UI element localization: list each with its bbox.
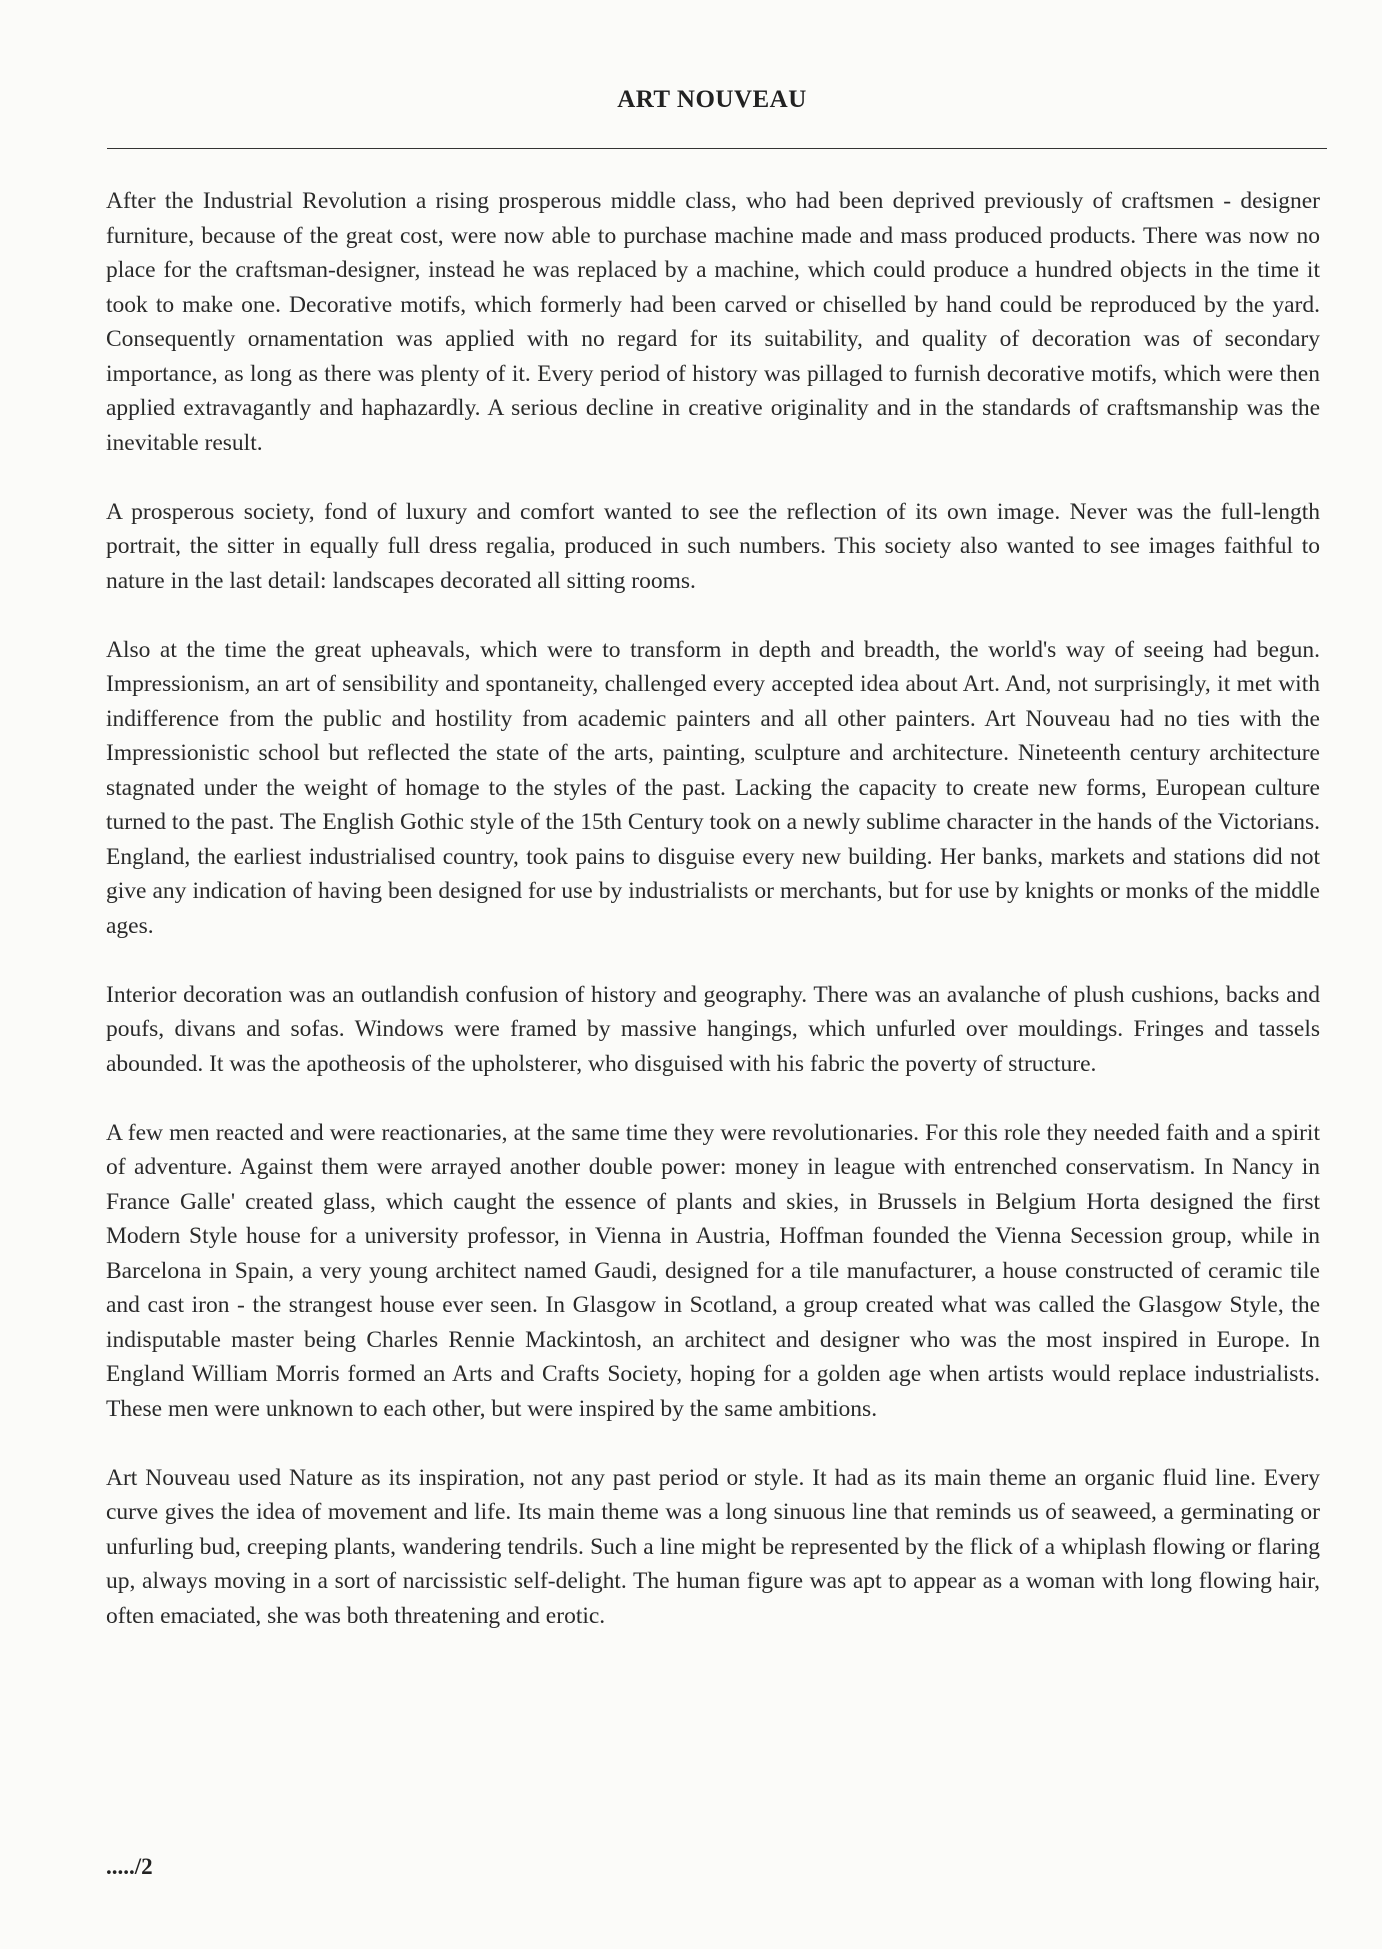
page-title: ART NOUVEAU xyxy=(617,86,807,113)
paragraph-upheavals: Also at the time the great upheavals, which were to transform in depth and breadth, the world's way of seeing had begun. Impressionism, an art of sensibility and spontaneity, challenged every accepted idea about Art. And, not surprisingly, it met with indifference from the public and hostility from academic painters and all other painters. Art Nouveau had no ties with the Impressionistic school but reflected the state of the arts, painting, sculpture and architecture. Nineteenth century architecture stagnated under the weight of homage to the styles of the past. Lacking the capacity to create new forms, European culture turned to the past. The English Gothic style of the 15th Century took on a newly sublime character in the hands of the Victorians. England, the earliest industrialised country, took pains to disguise every new building. Her banks, markets and stations did not give any indication of having been designed for use by industrialists or merchants, but for use by knights or monks of the middle ages. xyxy=(106,636,1320,939)
document-body xyxy=(106,184,1320,1668)
page-continuation-marker: ...../2 xyxy=(106,1854,153,1879)
title-divider xyxy=(107,148,1327,149)
paragraph-prosperous-society: A prosperous society, fond of luxury and comfort wanted to see the reflection of its own image. Never was the full-length portrait, the sitter in equally full dress regalia, produced in such numbers. This society also wanted to see images faithful to nature in the last detail: landscapes decorated all sitting rooms. xyxy=(106,498,1320,594)
paragraph-nature-inspiration: Art Nouveau used Nature as its inspiration, not any past period or style. It had as its main theme an organic fluid line. Every curve gives the idea of movement and life. Its main theme was a long sinuous line that reminds us of seaweed, a germinating or unfurling bud, creeping plants, wandering tendrils. Such a line might be represented by the flick of a whiplash flowing or flaring up, always moving in a sort of narcissistic self-delight. The human figure was apt to appear as a woman with long flowing hair, often emaciated, she was both threatening and erotic. xyxy=(106,1464,1320,1629)
paragraph-revolutionaries: A few men reacted and were reactionaries, at the same time they were revolutionaries. For this role they needed faith and a spirit of adventure. Against them were arrayed another double power: money in league with entrenched conservatism. In Nancy in France Galle' created glass, which caught the essence of plants and skies, in Brussels in Belgium Horta designed the first Modern Style house for a university professor, in Vienna in Austria, Hoffman founded the Vienna Secession group, while in Barcelona in Spain, a very young architect named Gaudi, designed for a tile manufacturer, a house constructed of ceramic tile and cast iron - the strangest house ever seen. In Glasgow in Scotland, a group created what was called the Glasgow Style, the indisputable master being Charles Rennie Mackintosh, an architect and designer who was the most inspired in Europe. In England William Morris formed an Arts and Crafts Society, hoping for a golden age when artists would replace industrialists. These men were unknown to each other, but were inspired by the same ambitions. xyxy=(106,1119,1320,1422)
paragraph-interior-decoration: Interior decoration was an outlandish confusion of history and geography. There was an avalanche of plush cushions, backs and poufs, divans and sofas. Windows were framed by massive hangings, which unfurled over mouldings. Fringes and tassels abounded. It was the apotheosis of the upholsterer, who disguised with his fabric the poverty of structure. xyxy=(106,981,1320,1077)
paragraph-industrial-revolution: After the Industrial Revolution a rising prosperous middle class, who had been deprived previously of craftsmen - designer furniture, because of the great cost, were now able to purchase machine made and mass produced products. There was now no place for the craftsman-designer, instead he was replaced by a machine, which could produce a hundred objects in the time it took to make one. Decorative motifs, which formerly had been carved or chiselled by hand could be reproduced by the yard. Consequently ornamentation was applied with no regard for its suitability, and quality of decoration was of secondary importance, as long as there was plenty of it. Every period of history was pillaged to furnish decorative motifs, which were then applied extravagantly and haphazardly. A serious decline in creative originality and in the standards of craftsmanship was the inevitable result. xyxy=(106,188,1320,456)
